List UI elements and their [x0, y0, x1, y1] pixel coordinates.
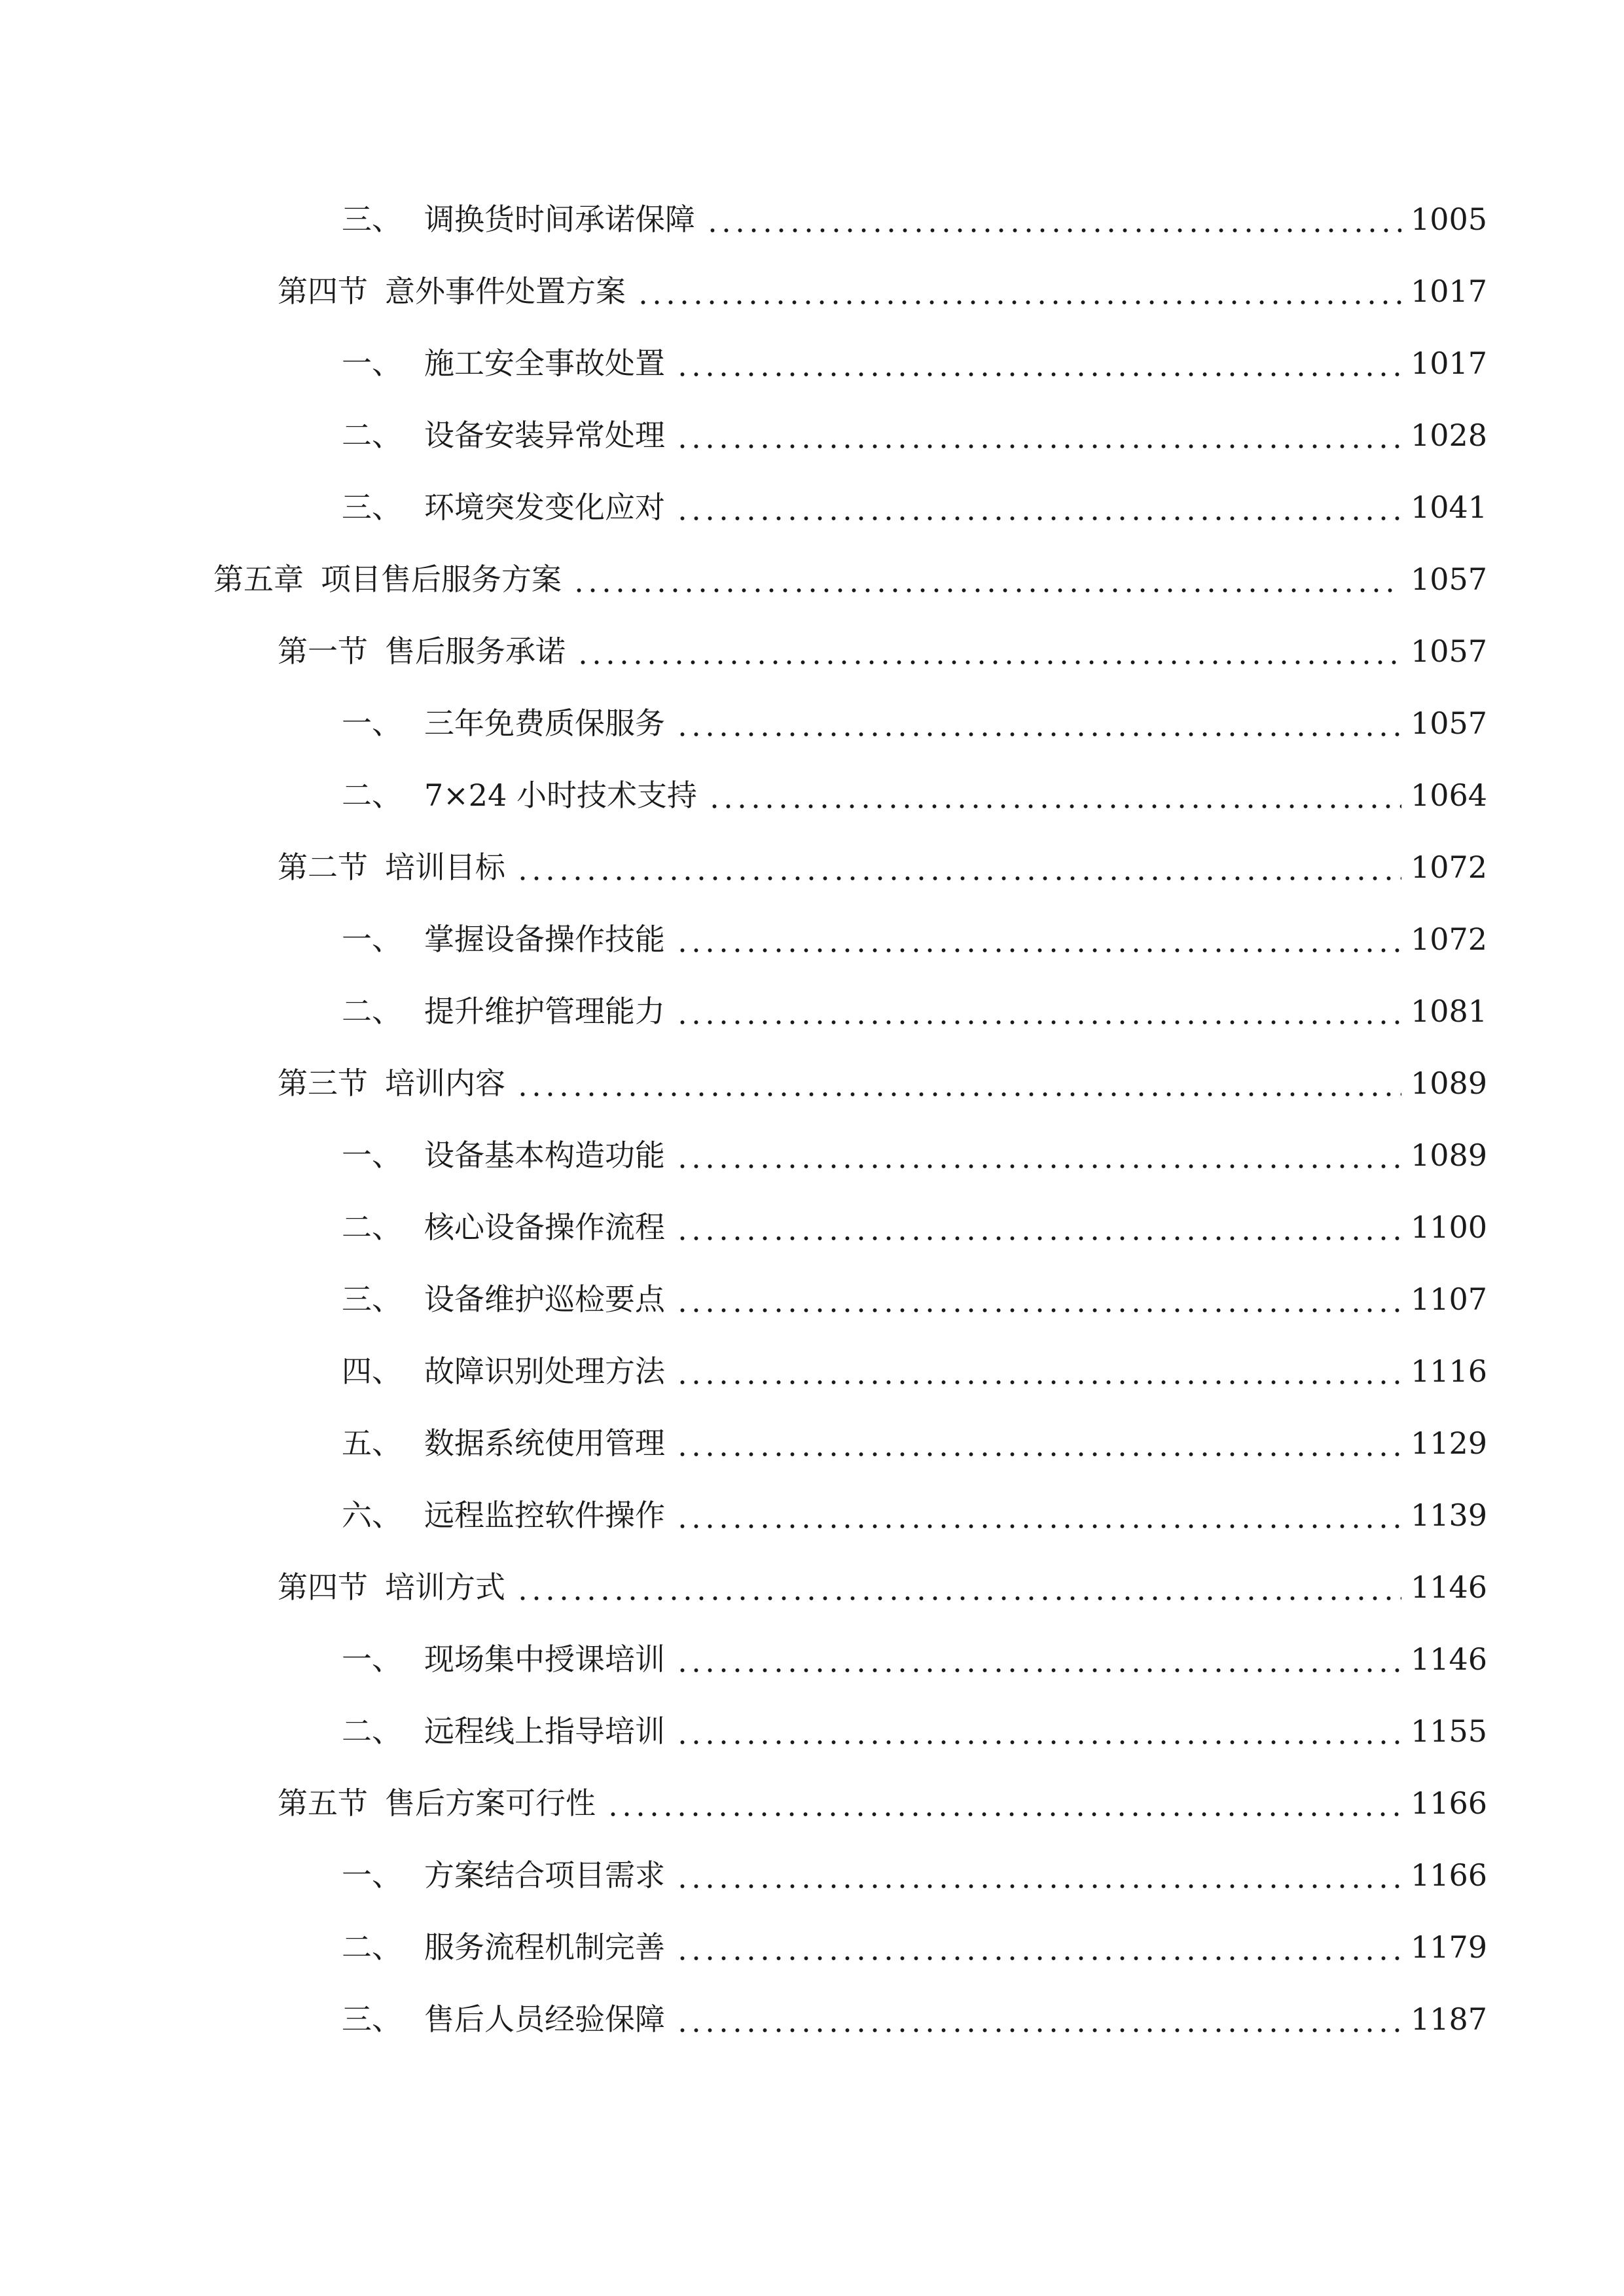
toc-entry-title: 培训方式 — [385, 1570, 505, 1605]
toc-entry[interactable] — [0, 687, 1624, 759]
toc-entry-number: 一、 — [342, 1641, 402, 1677]
toc-entry-page-number: 1072 — [1411, 850, 1488, 885]
toc-entry-number: 三、 — [342, 202, 402, 237]
toc-dot-leader — [636, 276, 1401, 306]
toc-entry[interactable] — [0, 1839, 1624, 1911]
toc-entry-title: 方案结合项目需求 — [424, 1857, 665, 1893]
toc-entry[interactable] — [0, 1191, 1624, 1263]
toc-dot-leader — [676, 1860, 1401, 1890]
toc-dot-leader — [676, 348, 1401, 378]
toc-entry-page-number: 1017 — [1411, 274, 1488, 309]
toc-entry-number: 一、 — [342, 922, 402, 957]
toc-entry-title: 设备基本构造功能 — [424, 1138, 665, 1173]
toc-entry-number: 五、 — [342, 1426, 402, 1461]
toc-dot-leader — [516, 1572, 1401, 1602]
toc-entry-number: 三、 — [342, 1282, 402, 1317]
toc-entry[interactable] — [0, 1911, 1624, 1983]
toc-entry-title: 远程线上指导培训 — [424, 1713, 665, 1749]
toc-entry-number: 二、 — [342, 418, 402, 453]
toc-entry[interactable] — [0, 1335, 1624, 1407]
toc-entry-number: 四、 — [342, 1354, 402, 1389]
toc-dot-leader — [606, 1788, 1401, 1818]
toc-entry-title: 故障识别处理方法 — [424, 1354, 665, 1389]
toc-entry-page-number: 1017 — [1411, 346, 1488, 381]
toc-entry-page-number: 1089 — [1411, 1138, 1488, 1173]
toc-dot-leader — [516, 852, 1401, 882]
toc-entry-page-number: 1116 — [1411, 1354, 1488, 1389]
toc-entry-number: 二、 — [342, 994, 402, 1029]
toc-entry[interactable] — [0, 1263, 1624, 1335]
toc-dot-leader — [676, 492, 1401, 522]
toc-entry-title: 售后服务承诺 — [385, 634, 566, 669]
toc-entry-page-number: 1028 — [1411, 418, 1488, 453]
toc-entry[interactable] — [0, 975, 1624, 1047]
toc-dot-leader — [676, 708, 1401, 738]
toc-entry[interactable] — [0, 1551, 1624, 1623]
toc-entry-page-number: 1057 — [1411, 562, 1488, 597]
toc-entry-title: 服务流程机制完善 — [424, 1929, 665, 1965]
toc-dot-leader — [676, 1356, 1401, 1386]
toc-entry-page-number: 1139 — [1411, 1498, 1488, 1533]
toc-entry-page-number: 1107 — [1411, 1282, 1488, 1317]
toc-dot-leader — [676, 1428, 1401, 1458]
toc-entry[interactable] — [0, 903, 1624, 975]
toc-entry[interactable] — [0, 1695, 1624, 1767]
toc-entry-number: 二、 — [342, 1713, 402, 1749]
toc-entry[interactable] — [0, 1623, 1624, 1695]
toc-entry-page-number: 1100 — [1411, 1210, 1488, 1245]
toc-entry[interactable] — [0, 255, 1624, 327]
toc-entry-number: 二、 — [342, 1929, 402, 1965]
toc-dot-leader — [516, 1068, 1401, 1098]
toc-entry-number: 三、 — [342, 2001, 402, 2037]
toc-entry-number: 一、 — [342, 706, 402, 741]
toc-entry-number: 六、 — [342, 1498, 402, 1533]
toc-entry-title: 远程监控软件操作 — [424, 1498, 665, 1533]
toc-entry[interactable] — [0, 615, 1624, 687]
toc-dot-leader — [572, 564, 1401, 594]
toc-entry-title: 三年免费质保服务 — [424, 706, 665, 741]
toc-entry-page-number: 1166 — [1411, 1857, 1488, 1893]
toc-dot-leader — [676, 1500, 1401, 1530]
toc-entry-title: 掌握设备操作技能 — [424, 922, 665, 957]
toc-entry-number: 第一节 — [278, 634, 368, 669]
toc-entry-title: 核心设备操作流程 — [424, 1210, 665, 1245]
toc-entry[interactable] — [0, 327, 1624, 399]
toc-entry-title: 调换货时间承诺保障 — [424, 202, 695, 237]
toc-entry[interactable] — [0, 1119, 1624, 1191]
toc-entry-title: 设备维护巡检要点 — [424, 1282, 665, 1317]
toc-dot-leader — [676, 996, 1401, 1026]
toc-entry-number: 第三节 — [278, 1066, 368, 1101]
toc-entry[interactable] — [0, 1479, 1624, 1551]
toc-entry-page-number: 1179 — [1411, 1929, 1488, 1965]
toc-entry[interactable] — [0, 1767, 1624, 1839]
toc-entry-page-number: 1129 — [1411, 1426, 1488, 1461]
toc-entry-page-number: 1072 — [1411, 922, 1488, 957]
toc-entry-number: 二、 — [342, 1210, 402, 1245]
table-of-contents — [0, 183, 1624, 2055]
toc-entry-title: 现场集中授课培训 — [424, 1641, 665, 1677]
toc-entry-number: 一、 — [342, 1138, 402, 1173]
toc-entry-page-number: 1057 — [1411, 634, 1488, 669]
toc-entry-title: 施工安全事故处置 — [424, 346, 665, 381]
toc-dot-leader — [676, 1212, 1401, 1242]
toc-entry[interactable] — [0, 831, 1624, 903]
toc-entry-title: 环境突发变化应对 — [424, 490, 665, 525]
toc-entry-number: 三、 — [342, 490, 402, 525]
toc-entry-number: 一、 — [342, 346, 402, 381]
toc-entry-title: 提升维护管理能力 — [424, 994, 665, 1029]
toc-entry-page-number: 1146 — [1411, 1641, 1488, 1677]
toc-dot-leader — [676, 924, 1401, 954]
toc-entry-page-number: 1166 — [1411, 1785, 1488, 1821]
toc-entry-page-number: 1057 — [1411, 706, 1488, 741]
toc-entry[interactable] — [0, 183, 1624, 255]
toc-entry-number: 一、 — [342, 1857, 402, 1893]
toc-entry-title: 培训目标 — [385, 850, 505, 885]
toc-entry[interactable] — [0, 471, 1624, 543]
toc-dot-leader — [676, 1644, 1401, 1674]
toc-entry[interactable] — [0, 543, 1624, 615]
toc-entry-title: 售后人员经验保障 — [424, 2001, 665, 2037]
toc-entry-title: 售后方案可行性 — [385, 1785, 596, 1821]
toc-entry-number: 第五节 — [278, 1785, 368, 1821]
toc-entry[interactable] — [0, 1047, 1624, 1119]
toc-entry-title: 意外事件处置方案 — [385, 274, 626, 309]
toc-entry-number: 第二节 — [278, 850, 368, 885]
toc-entry-number: 二、 — [342, 778, 402, 813]
toc-dot-leader — [676, 1140, 1401, 1170]
toc-dot-leader — [706, 204, 1401, 234]
toc-entry-page-number: 1005 — [1411, 202, 1488, 237]
toc-entry-title: 项目售后服务方案 — [321, 562, 562, 597]
toc-entry[interactable] — [0, 399, 1624, 471]
toc-entry-page-number: 1187 — [1411, 2001, 1488, 2037]
toc-entry-page-number: 1089 — [1411, 1066, 1488, 1101]
toc-dot-leader — [576, 636, 1401, 666]
toc-entry-page-number: 1041 — [1411, 490, 1488, 525]
toc-entry-number: 第五章 — [213, 562, 304, 597]
toc-entry-title: 培训内容 — [385, 1066, 505, 1101]
toc-dot-leader — [676, 420, 1401, 450]
toc-entry-number: 第四节 — [278, 1570, 368, 1605]
toc-entry-page-number: 1155 — [1411, 1713, 1488, 1749]
toc-entry[interactable] — [0, 1983, 1624, 2055]
toc-dot-leader — [676, 2004, 1401, 2034]
toc-entry[interactable] — [0, 1407, 1624, 1479]
toc-dot-leader — [676, 1932, 1401, 1962]
toc-entry[interactable] — [0, 759, 1624, 831]
toc-dot-leader — [676, 1284, 1401, 1314]
toc-entry-title: 7×24 小时技术支持 — [424, 778, 697, 813]
toc-entry-page-number: 1146 — [1411, 1570, 1488, 1605]
toc-dot-leader — [676, 1716, 1401, 1746]
toc-entry-page-number: 1064 — [1411, 778, 1488, 813]
toc-dot-leader — [708, 780, 1401, 810]
toc-entry-number: 第四节 — [278, 274, 368, 309]
toc-entry-page-number: 1081 — [1411, 994, 1488, 1029]
toc-entry-title: 数据系统使用管理 — [424, 1426, 665, 1461]
toc-entry-title: 设备安装异常处理 — [424, 418, 665, 453]
